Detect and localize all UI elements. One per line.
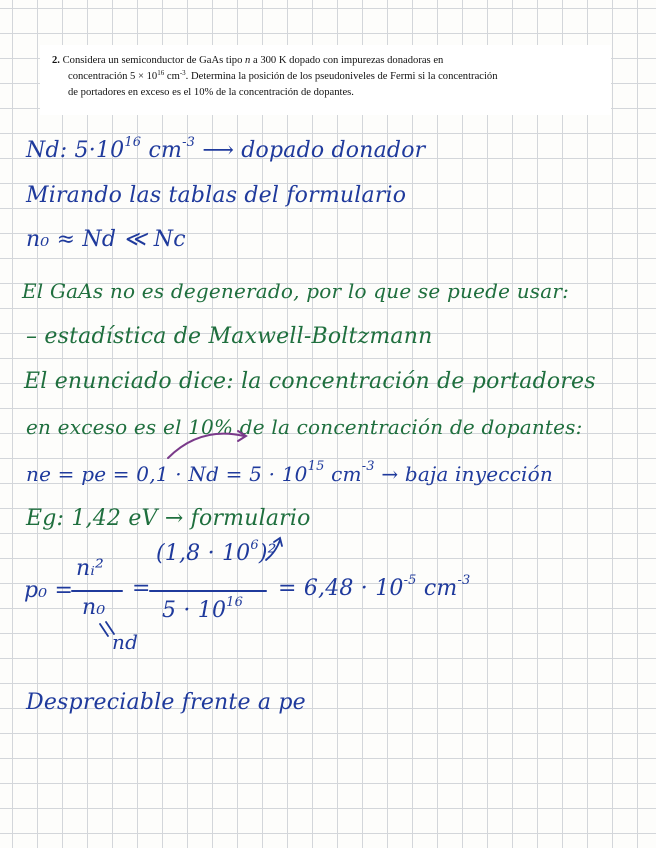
problem-line-3: de portadores en exceso es el 10% de la concentración de dopantes.	[68, 87, 354, 98]
note-line-despreciable: Despreciable frente a pe	[26, 690, 306, 715]
p0-result: = $6,48 \cdot 10^{-5}$ $cm^{-3}$	[278, 573, 471, 601]
note-line-eg: Eg: 1,42 eV → formulario	[26, 506, 311, 531]
problem-exp-1: 16	[157, 69, 165, 77]
problem-text-1: Considera un semiconductor de GaAs tipo	[62, 55, 243, 66]
problem-text-2a: concentración 5 × 10	[68, 71, 158, 82]
note-line-maxwell: – estadística de Maxwell-Boltzmann	[26, 324, 433, 349]
p0-den-left: n₀	[82, 595, 106, 620]
problem-number: 2.	[52, 55, 60, 66]
note-line-nd: Nd: $5\cdot 10^{16}$ $cm^{-3}$ ⟶ dopado donador	[26, 135, 426, 163]
note-line-degenerado: El GaAs no es degenerado, por lo que se puede usar:	[22, 279, 570, 303]
p0-num-right: $(1,8 \cdot 10^6)^2$	[156, 538, 277, 566]
note-line-exceso: en exceso es el 10% de la concentración de dopantes:	[26, 415, 583, 439]
p0-lhs: p₀ =	[24, 578, 74, 603]
p0-den-right: $5 \cdot 10^{16}$	[162, 595, 244, 623]
note-line-ne-pe: ne = pe = $0,1 \cdot Nd = 5 \cdot 10^{15}$ $cm^{-3}$ → baja inyección	[26, 459, 553, 486]
note-line-enunciado: El enunciado dice: la concentración de portadores	[24, 369, 596, 394]
note-line-tablas: Mirando las tablas del formulario	[26, 183, 407, 208]
problem-text-1b: a 300 K dopado con impurezas donadoras en	[252, 55, 444, 66]
problem-n-letter: n	[245, 55, 251, 66]
problem-text-2b: cm	[164, 71, 180, 82]
p0-eq: =	[132, 576, 151, 601]
problem-statement	[40, 45, 611, 115]
problem-line-1	[52, 53, 599, 69]
problem-line-2	[52, 69, 599, 85]
p0-num-left: nᵢ²	[76, 556, 105, 581]
note-line-n0: n₀ ≈ Nd ≪ Nc	[26, 227, 186, 252]
problem-exp-2: -3	[179, 69, 186, 77]
problem-text-2c: . Determina la posición de los pseudoniveles de Fermi si la concentración	[185, 71, 498, 82]
p0-note-nd: nd	[112, 630, 139, 654]
